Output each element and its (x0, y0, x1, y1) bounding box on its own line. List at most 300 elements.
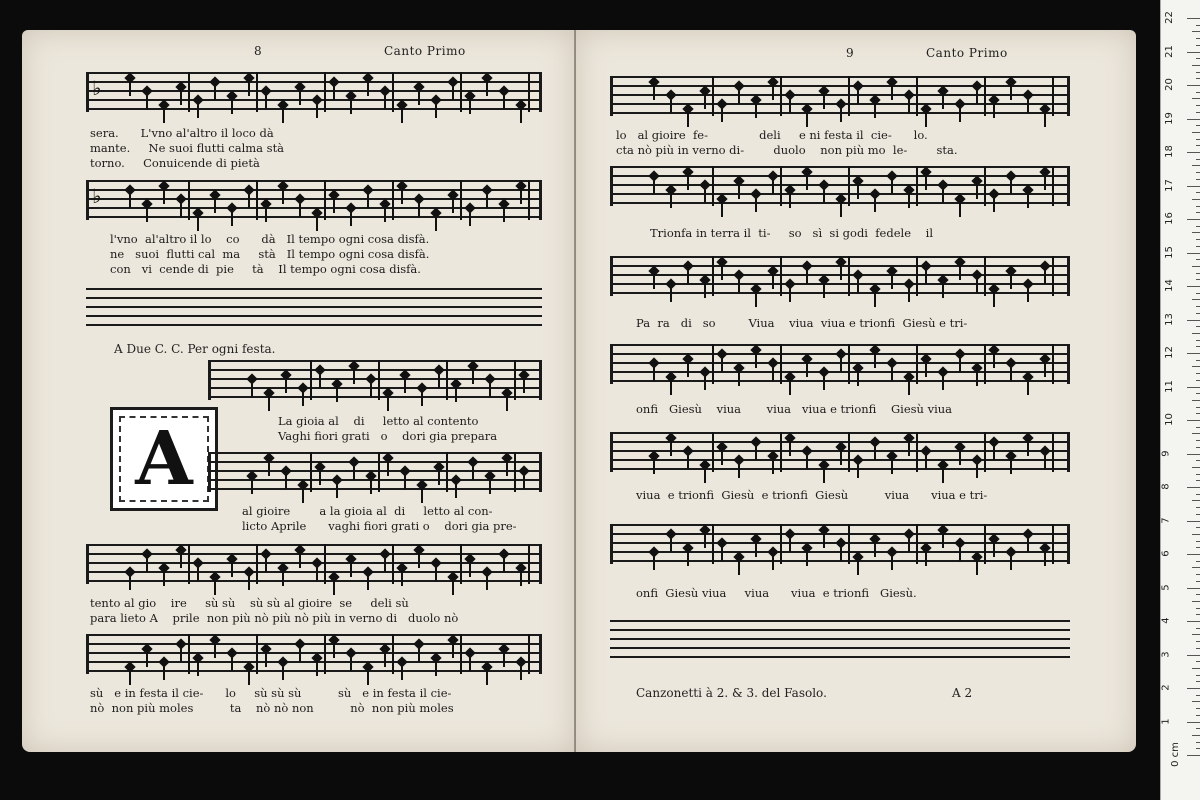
barline (324, 544, 326, 584)
note-stem (129, 82, 131, 96)
note-stem (1044, 270, 1046, 284)
ruler-label: 8 (1160, 483, 1172, 490)
note-stem (387, 397, 389, 411)
staff-3 (208, 360, 542, 400)
staff-r6 (610, 524, 1070, 564)
note-stem (721, 266, 723, 280)
note-stem (789, 442, 791, 456)
note-stem (486, 82, 488, 96)
initial-letter: A (135, 416, 193, 502)
note-stem (738, 279, 740, 293)
note-stem (299, 648, 301, 662)
note-stem (976, 561, 978, 575)
note-stem (755, 198, 757, 212)
note-stem (806, 113, 808, 127)
barline (460, 72, 462, 112)
note-stem (670, 288, 672, 302)
note-stem (670, 99, 672, 113)
ruler-minor-tick (1196, 259, 1200, 260)
note-stem (840, 451, 842, 465)
barline (780, 524, 782, 564)
barline (446, 360, 448, 400)
ruler-tick (1187, 353, 1200, 354)
note-stem (891, 556, 893, 570)
note-stem (772, 180, 774, 194)
note-stem (670, 381, 672, 395)
note-stem (146, 558, 148, 572)
barline (712, 432, 714, 472)
note-stem (653, 556, 655, 570)
ruler-minor-tick (1196, 38, 1200, 39)
staff-1 (86, 72, 542, 112)
ruler-minor-tick (1192, 199, 1200, 200)
ruler-minor-tick (1196, 78, 1200, 79)
note-stem (755, 543, 757, 557)
note-stem (282, 109, 284, 123)
barline (984, 166, 986, 206)
lyrics-block-r2: Trionfa in terra il ti- so sì si godi fedele il (650, 226, 933, 240)
note-stem (772, 86, 774, 100)
ruler-label: 15 (1163, 245, 1175, 259)
note-stem (404, 475, 406, 489)
ruler-minor-tick (1196, 641, 1200, 642)
barline (1052, 344, 1054, 384)
note-stem (503, 95, 505, 109)
note-stem (1027, 538, 1029, 552)
note-stem (806, 552, 808, 566)
note-stem (959, 547, 961, 561)
barline (256, 180, 258, 220)
ruler-minor-tick (1192, 634, 1200, 635)
note-stem (214, 199, 216, 213)
note-stem (503, 208, 505, 222)
note-stem (248, 194, 250, 208)
ruler-minor-tick (1196, 145, 1200, 146)
note-stem (823, 534, 825, 548)
ruler-label: 3 (1160, 650, 1172, 658)
note-stem (384, 95, 386, 109)
ruler-label: 5 (1160, 583, 1172, 591)
note-stem (129, 576, 131, 590)
ruler-minor-tick (1196, 474, 1200, 475)
ruler-minor-tick (1196, 675, 1200, 676)
ruler-label: 4 (1160, 617, 1172, 624)
ruler-tick (1187, 119, 1200, 120)
barline (712, 166, 714, 206)
note-stem (755, 354, 757, 368)
barline (712, 76, 714, 116)
note-stem (282, 572, 284, 586)
note-stem (1027, 288, 1029, 302)
note-stem (421, 489, 423, 503)
ruler-tick (1187, 688, 1200, 689)
section-heading: A Due C. C. Per ogni festa. (114, 342, 276, 356)
note-stem (993, 543, 995, 557)
note-stem (857, 90, 859, 104)
note-stem (180, 554, 182, 568)
ruler-minor-tick (1196, 45, 1200, 46)
note-stem (823, 469, 825, 483)
barline (378, 360, 380, 400)
barline (392, 634, 394, 674)
note-stem (653, 86, 655, 100)
note-stem (806, 363, 808, 377)
note-stem (653, 367, 655, 381)
barline (916, 76, 918, 116)
note-stem (823, 284, 825, 298)
note-stem (265, 95, 267, 109)
right-page-number: 9 (846, 46, 855, 60)
note-stem (333, 86, 335, 100)
note-stem (942, 469, 944, 483)
note-stem (840, 266, 842, 280)
staff-r4 (610, 344, 1070, 384)
ruler-minor-tick (1196, 748, 1200, 749)
note-stem (469, 657, 471, 671)
note-stem (1010, 180, 1012, 194)
staff-5 (86, 544, 542, 584)
note-stem (772, 556, 774, 570)
note-stem (486, 671, 488, 685)
note-stem (469, 212, 471, 226)
ruler-minor-tick (1196, 293, 1200, 294)
ruler-minor-tick (1196, 105, 1200, 106)
note-stem (908, 288, 910, 302)
note-stem (129, 671, 131, 685)
note-stem (959, 451, 961, 465)
note-stem (857, 279, 859, 293)
note-stem (789, 194, 791, 208)
ruler-minor-tick (1192, 601, 1200, 602)
note-stem (704, 469, 706, 483)
ruler-label: 19 (1163, 111, 1175, 125)
ruler-label: 14 (1163, 279, 1175, 292)
ruler-tick (1187, 655, 1200, 656)
note-stem (721, 358, 723, 372)
note-stem (670, 194, 672, 208)
barline (378, 452, 380, 492)
note-stem (823, 376, 825, 390)
ruler-minor-tick (1196, 527, 1200, 528)
lyrics-block-3: La gioia al di letto al contento Vaghi fiori grati o dori gia prepara (278, 414, 498, 443)
note-stem (1027, 381, 1029, 395)
ruler-minor-tick (1196, 608, 1200, 609)
note-stem (874, 446, 876, 460)
ruler-minor-tick (1196, 581, 1200, 582)
note-stem (857, 185, 859, 199)
note-stem (418, 648, 420, 662)
ruler-minor-tick (1196, 112, 1200, 113)
barline (984, 76, 986, 116)
footer-signature: A 2 (952, 686, 973, 700)
note-stem (180, 648, 182, 662)
ruler-tick (1187, 152, 1200, 153)
note-stem (857, 561, 859, 575)
barline (310, 360, 312, 400)
note-stem (738, 185, 740, 199)
note-stem (721, 203, 723, 217)
note-stem (704, 95, 706, 109)
ruler-minor-tick (1192, 299, 1200, 300)
note-stem (350, 100, 352, 114)
note-stem (231, 100, 233, 114)
note-stem (874, 354, 876, 368)
ruler-minor-tick (1196, 192, 1200, 193)
barline (916, 344, 918, 384)
barline (848, 166, 850, 206)
note-stem (840, 547, 842, 561)
note-stem (993, 446, 995, 460)
ruler-tick (1187, 588, 1200, 589)
ruler-minor-tick (1192, 232, 1200, 233)
ruler-tick (1187, 722, 1200, 723)
note-stem (336, 388, 338, 402)
note-stem (472, 466, 474, 480)
ruler-minor-tick (1196, 547, 1200, 548)
note-stem (231, 657, 233, 671)
barline (256, 72, 258, 112)
ruler-minor-tick (1192, 65, 1200, 66)
ruler-minor-tick (1196, 447, 1200, 448)
note-stem (704, 376, 706, 390)
clef-icon: ♭ (92, 76, 102, 100)
ruler-label: 10 (1163, 413, 1175, 426)
note-stem (265, 653, 267, 667)
note-stem (401, 190, 403, 204)
ruler-minor-tick (1196, 507, 1200, 508)
note-stem (942, 95, 944, 109)
note-stem (1044, 363, 1046, 377)
note-stem (789, 381, 791, 395)
note-stem (248, 671, 250, 685)
note-stem (299, 203, 301, 217)
ruler-minor-tick (1192, 701, 1200, 702)
note-stem (350, 657, 352, 671)
note-stem (874, 104, 876, 118)
ruler-minor-tick (1196, 206, 1200, 207)
ruler-minor-tick (1196, 273, 1200, 274)
barline (310, 452, 312, 492)
note-stem (401, 666, 403, 680)
note-stem (1010, 556, 1012, 570)
note-stem (486, 194, 488, 208)
note-stem (653, 275, 655, 289)
note-stem (925, 455, 927, 469)
note-stem (197, 567, 199, 581)
note-stem (687, 363, 689, 377)
note-stem (503, 558, 505, 572)
barline (1052, 524, 1054, 564)
note-stem (370, 480, 372, 494)
left-page (22, 30, 574, 752)
ruler-minor-tick (1196, 728, 1200, 729)
note-stem (874, 198, 876, 212)
note-stem (251, 480, 253, 494)
note-stem (282, 666, 284, 680)
note-stem (197, 104, 199, 118)
note-stem (520, 190, 522, 204)
note-stem (333, 199, 335, 213)
note-stem (469, 563, 471, 577)
lyrics-block-r3: Pa ra di so Viua viua viua e trionfi Giesù e tri- (636, 316, 968, 330)
barline (780, 344, 782, 384)
barline (1052, 76, 1054, 116)
note-stem (806, 176, 808, 190)
ruler-minor-tick (1196, 25, 1200, 26)
note-stem (503, 653, 505, 667)
note-stem (316, 567, 318, 581)
ruler-minor-tick (1196, 125, 1200, 126)
note-stem (350, 212, 352, 226)
ruler-minor-tick (1196, 313, 1200, 314)
ruler-minor-tick (1196, 708, 1200, 709)
note-stem (455, 484, 457, 498)
note-stem (789, 99, 791, 113)
lyrics-block-1: sera. L'vno al'altro il loco dà mante. Ne suoi flutti calma stà torno. Conuicende di pietà (90, 126, 285, 170)
note-stem (387, 462, 389, 476)
note-stem (908, 99, 910, 113)
ruler-minor-tick (1196, 373, 1200, 374)
note-stem (418, 203, 420, 217)
ruler-minor-tick (1196, 541, 1200, 542)
note-stem (506, 462, 508, 476)
ruler-tick (1187, 52, 1200, 53)
ruler-minor-tick (1196, 212, 1200, 213)
note-stem (268, 397, 270, 411)
ruler-minor-tick (1196, 360, 1200, 361)
note-stem (942, 284, 944, 298)
note-stem (840, 108, 842, 122)
ruler-minor-tick (1192, 165, 1200, 166)
note-stem (401, 572, 403, 586)
note-stem (993, 354, 995, 368)
ruler-minor-tick (1192, 668, 1200, 669)
right-running-title: Canto Primo (926, 46, 1008, 60)
note-stem (404, 379, 406, 393)
barline (916, 166, 918, 206)
ruler-minor-tick (1196, 715, 1200, 716)
ruler-minor-tick (1196, 480, 1200, 481)
ruler-label: 22 (1163, 11, 1175, 24)
note-stem (523, 379, 525, 393)
ruler-minor-tick (1192, 98, 1200, 99)
note-stem (1010, 367, 1012, 381)
note-stem (772, 275, 774, 289)
note-stem (976, 464, 978, 478)
barline (848, 432, 850, 472)
ruler-label: 12 (1163, 346, 1175, 359)
barline (256, 634, 258, 674)
note-stem (489, 480, 491, 494)
ruler-label: 9 (1160, 449, 1172, 457)
note-stem (452, 199, 454, 213)
barline (188, 544, 190, 584)
note-stem (163, 190, 165, 204)
barline (984, 432, 986, 472)
note-stem (435, 567, 437, 581)
lyrics-block-r4: onfi Giesù viua viua viua e trionfi Giesù viua (636, 402, 953, 416)
note-stem (367, 194, 369, 208)
note-stem (993, 293, 995, 307)
note-stem (214, 644, 216, 658)
note-stem (687, 552, 689, 566)
note-stem (993, 198, 995, 212)
barline (446, 452, 448, 492)
note-stem (925, 363, 927, 377)
ruler-tick (1187, 286, 1200, 287)
ruler-label: 20 (1163, 78, 1175, 91)
note-stem (370, 383, 372, 397)
note-stem (146, 208, 148, 222)
ruler-minor-tick (1196, 574, 1200, 575)
note-stem (418, 554, 420, 568)
ruler-minor-tick (1196, 460, 1200, 461)
note-stem (806, 455, 808, 469)
note-stem (384, 208, 386, 222)
note-stem (472, 370, 474, 384)
ruler-minor-tick (1196, 594, 1200, 595)
note-stem (891, 180, 893, 194)
note-stem (925, 113, 927, 127)
note-stem (319, 471, 321, 485)
barline (712, 344, 714, 384)
barline (780, 256, 782, 296)
note-stem (523, 475, 525, 489)
barline (188, 634, 190, 674)
staff-r1 (610, 76, 1070, 116)
note-stem (265, 208, 267, 222)
ruler-minor-tick (1192, 534, 1200, 535)
decorated-initial (110, 407, 218, 511)
note-stem (1027, 442, 1029, 456)
barline (528, 634, 530, 674)
left-page-number: 8 (254, 44, 263, 58)
note-stem (823, 189, 825, 203)
ruler-label: 11 (1163, 379, 1175, 393)
staff-r2 (610, 166, 1070, 206)
note-stem (1010, 86, 1012, 100)
ruler-minor-tick (1196, 380, 1200, 381)
ruler-minor-tick (1196, 661, 1200, 662)
note-stem (789, 538, 791, 552)
ruler-tick (1187, 420, 1200, 421)
note-stem (891, 86, 893, 100)
ruler-tick (1187, 219, 1200, 220)
note-stem (908, 442, 910, 456)
note-stem (840, 358, 842, 372)
staff-4 (208, 452, 542, 492)
ruler-minor-tick (1192, 400, 1200, 401)
note-stem (520, 572, 522, 586)
note-stem (704, 284, 706, 298)
footer-title: Canzonetti à 2. & 3. del Fasolo. (636, 686, 827, 700)
note-stem (129, 194, 131, 208)
note-stem (506, 397, 508, 411)
note-stem (435, 662, 437, 676)
barline (1052, 256, 1054, 296)
note-stem (670, 538, 672, 552)
ruler-minor-tick (1196, 514, 1200, 515)
note-stem (197, 662, 199, 676)
note-stem (857, 464, 859, 478)
note-stem (976, 185, 978, 199)
left-running-title: Canto Primo (384, 44, 466, 58)
lyrics-block-5: tento al gio ire sù sù sù sù al gioire se deli sù para lieto A prile non più nò più nò più in verno di duolo nò (90, 596, 459, 625)
note-stem (251, 383, 253, 397)
ruler-minor-tick (1196, 440, 1200, 441)
clef-icon: ♭ (92, 184, 102, 208)
barline (984, 344, 986, 384)
